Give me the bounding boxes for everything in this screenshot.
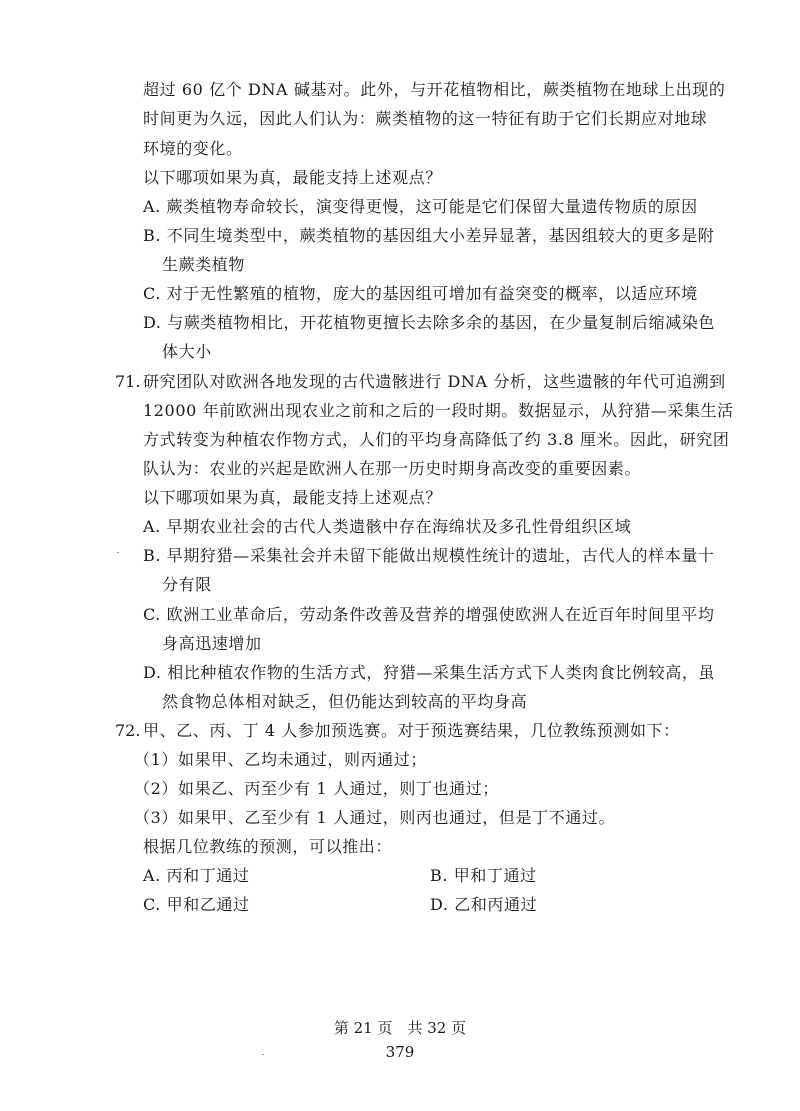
option-d-cont: 然食物总体相对缺乏，但仍能达到较高的平均身高 <box>162 692 528 711</box>
scan-speck <box>262 1054 264 1055</box>
option-c: C. 对于无性繁殖的植物，庞大的基因组可增加有益突变的概率，以适应环境 <box>143 284 698 303</box>
option-d: D. 与蕨类植物相比，开花植物更擅长去除多余的基因，在少量复制后缩减染色 <box>143 313 716 332</box>
q71-stem-line: 研究团队对欧洲各地发现的古代遗骸进行 DNA 分析，这些遗骸的年代可追溯到 <box>143 372 726 391</box>
q72-condition: （2）如果乙、丙至少有 1 人通过，则丁也通过； <box>134 779 499 798</box>
option-b-cont: 生蕨类植物 <box>162 255 246 274</box>
q72-condition: （3）如果甲、乙至少有 1 人通过，则丙也通过，但是丁不通过。 <box>134 808 616 827</box>
q71-stem-line: 方式转变为种植农作物方式，人们的平均身高降低了约 3.8 厘米。因此，研究团 <box>143 430 730 449</box>
passage-line: 时间更为久远，因此人们认为：蕨类植物的这一特征有助于它们长期应对地球 <box>143 109 708 128</box>
scan-speck <box>117 552 119 553</box>
page-number: 379 <box>385 1043 415 1061</box>
option-a: A. 蕨类植物寿命较长，演变得更慢，这可能是它们保留大量遗传物质的原因 <box>143 197 698 216</box>
option-c: C. 甲和乙通过 <box>143 895 250 914</box>
question-number: 71. <box>115 372 141 391</box>
passage-line: 环境的变化。 <box>143 139 243 158</box>
option-b: B. 早期狩猎—采集社会并未留下能做出规模性统计的遗址，古代人的样本量十 <box>143 546 715 565</box>
question-prompt: 根据几位教练的预测，可以推出： <box>143 837 393 856</box>
q72-condition: （1）如果甲、乙均未通过，则丙通过； <box>134 750 427 769</box>
question-number: 72. <box>115 721 141 740</box>
option-b: B. 不同生境类型中，蕨类植物的基因组大小差异显著，基因组较大的更多是附 <box>143 226 715 245</box>
option-d: D. 乙和丙通过 <box>430 895 538 914</box>
option-d-cont: 体大小 <box>162 342 212 361</box>
q72-stem: 甲、乙、丙、丁 4 人参加预选赛。对于预选赛结果，几位教练预测如下： <box>143 721 680 740</box>
option-b-cont: 分有限 <box>162 575 212 594</box>
page-label: 第 21 页 共 32 页 <box>333 1019 467 1037</box>
option-b: B. 甲和丁通过 <box>430 866 537 885</box>
option-c-cont: 身高迅速增加 <box>162 634 262 653</box>
option-a: A. 早期农业社会的古代人类遗骸中存在海绵状及多孔性骨组织区域 <box>143 517 632 536</box>
option-d: D. 相比种植农作物的生活方式，狩猎—采集生活方式下人类肉食比例较高，虽 <box>143 663 716 682</box>
passage-line: 超过 60 亿个 DNA 碱基对。此外，与开花植物相比，蕨类植物在地球上出现的 <box>143 80 726 99</box>
option-a: A. 丙和丁通过 <box>143 866 250 885</box>
question-prompt: 以下哪项如果为真，最能支持上述观点？ <box>143 488 442 507</box>
option-c: C. 欧洲工业革命后，劳动条件改善及营养的增强使欧洲人在近百年时间里平均 <box>143 605 715 624</box>
q71-stem-line: 12000 年前欧洲出现农业之前和之后的一段时期。数据显示，从狩猎—采集生活 <box>143 401 734 420</box>
question-prompt: 以下哪项如果为真，最能支持上述观点？ <box>143 168 442 187</box>
q71-stem-line: 队认为：农业的兴起是欧洲人在那一历史时期身高改变的重要因素。 <box>143 459 642 478</box>
